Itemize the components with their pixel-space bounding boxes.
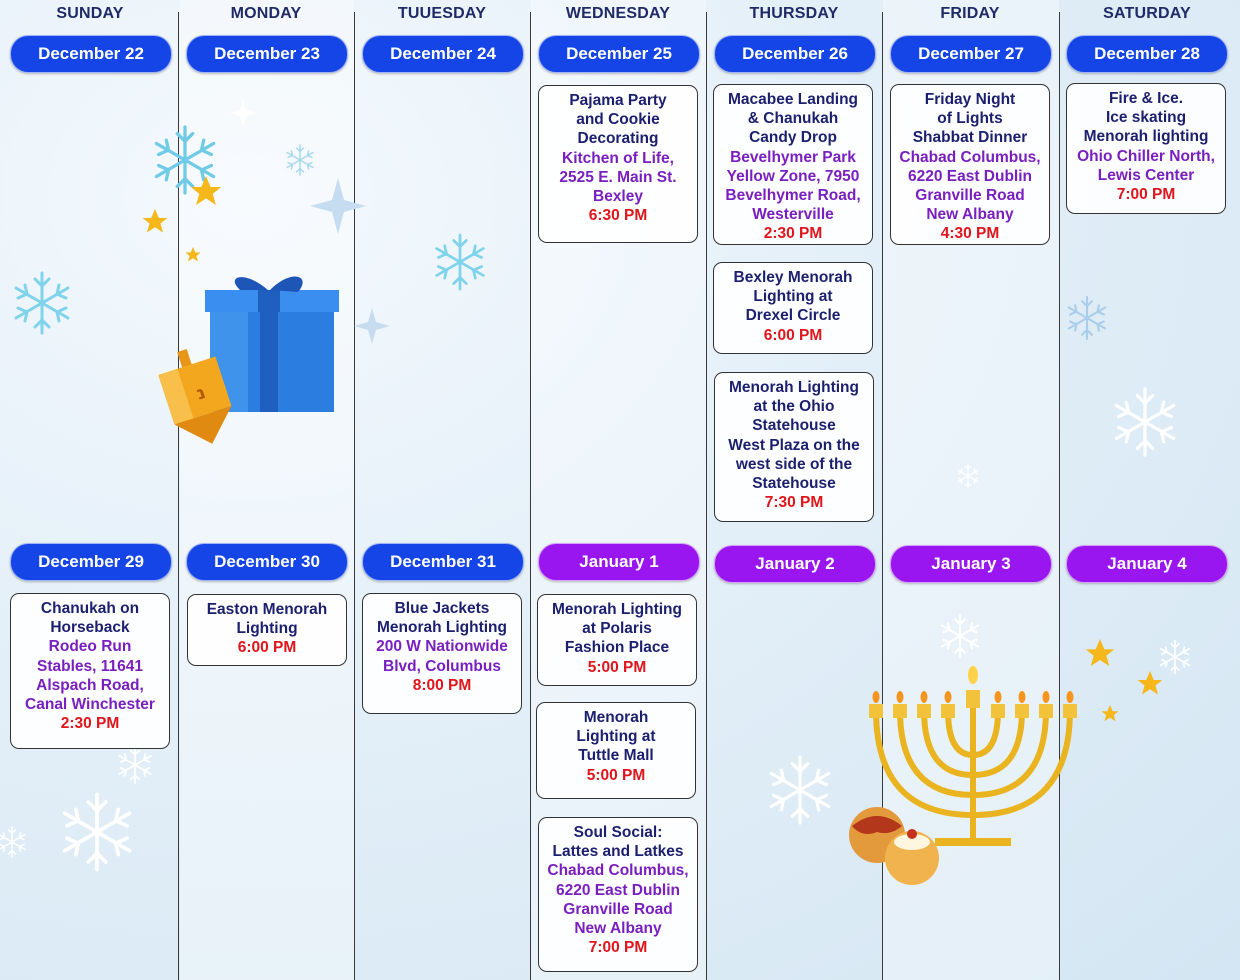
star-icon bbox=[191, 176, 221, 205]
day-header-wednesday: WEDNESDAY bbox=[565, 5, 671, 22]
event-title-line: Blue Jackets bbox=[394, 600, 490, 617]
snowflake-icon bbox=[437, 235, 484, 289]
event-time: 6:00 PM bbox=[237, 639, 297, 657]
event-title-line: Horseback bbox=[50, 619, 130, 637]
event-location-line: Granville Road bbox=[563, 900, 673, 918]
day-header-monday: MONDAY bbox=[230, 5, 302, 22]
day-header-sunday: SUNDAY bbox=[56, 5, 124, 22]
date-pill-dec24: December 24 bbox=[362, 35, 524, 73]
event-time: 7:00 PM bbox=[588, 939, 648, 957]
event-title-line: Soul Social: bbox=[573, 824, 663, 841]
event-title-line: Lighting at bbox=[753, 288, 833, 306]
event-title-line: Lighting at bbox=[576, 728, 656, 746]
event-time: 2:30 PM bbox=[763, 225, 823, 243]
event-title-line: Menorah Lighting bbox=[376, 619, 507, 637]
event-location-line: Bevelhymer Park bbox=[730, 148, 856, 166]
event-title-line: Candy Drop bbox=[749, 129, 837, 147]
event-title-line: Fashion Place bbox=[564, 639, 670, 657]
snowflake-icon bbox=[16, 273, 68, 333]
event-title-line: Menorah Lighting bbox=[728, 379, 859, 396]
day-header-thursday: THURSDAY bbox=[749, 5, 839, 22]
day-header-friday: FRIDAY bbox=[940, 5, 1000, 22]
date-pill-dec31: December 31 bbox=[362, 543, 524, 581]
star-icon bbox=[143, 209, 168, 233]
svg-text:נ: נ bbox=[193, 381, 209, 405]
event-location-line: Kitchen of Life, bbox=[562, 149, 674, 167]
snowflake-icon bbox=[0, 827, 25, 857]
event-location-line: Chabad Columbus, bbox=[899, 148, 1041, 166]
event-title-line: Drexel Circle bbox=[745, 307, 841, 325]
event-title-line: Chanukah on bbox=[40, 600, 140, 617]
event-location-line: Westerville bbox=[752, 206, 834, 224]
event-title-line: Easton Menorah bbox=[206, 601, 328, 618]
event-title-line: & Chanukah bbox=[747, 110, 839, 128]
event-time: 6:00 PM bbox=[763, 326, 823, 344]
event-card bbox=[187, 594, 347, 666]
snowflake-icon bbox=[119, 747, 150, 783]
event-location-line: Alspach Road, bbox=[36, 676, 144, 694]
star-icon bbox=[185, 247, 200, 261]
date-pill-dec25: December 25 bbox=[538, 35, 700, 73]
date-pill-dec29: December 29 bbox=[10, 543, 172, 581]
snowflake-icon bbox=[1161, 641, 1190, 674]
event-card bbox=[362, 593, 522, 714]
snowflake-icon bbox=[958, 464, 979, 488]
sufganiyah-icon bbox=[849, 807, 939, 885]
snowflake-icon bbox=[65, 795, 130, 870]
event-location-line: 200 W Nationwide bbox=[376, 638, 508, 656]
event-time: 2:30 PM bbox=[60, 715, 120, 733]
event-title-line: Pajama Party bbox=[569, 92, 667, 109]
event-card bbox=[713, 84, 873, 245]
sparkle-icon bbox=[354, 308, 390, 344]
event-title-line: Friday Night bbox=[924, 91, 1016, 108]
event-card bbox=[713, 262, 873, 354]
date-pill-jan2: January 2 bbox=[714, 545, 876, 583]
event-location-line: Stables, 11641 bbox=[37, 657, 143, 675]
event-card bbox=[536, 702, 696, 799]
event-time: 7:00 PM bbox=[1116, 186, 1176, 204]
event-card bbox=[10, 593, 170, 749]
sparkle-icon bbox=[310, 178, 366, 234]
event-location-line: New Albany bbox=[926, 206, 1014, 224]
event-title-line: Fire & Ice. bbox=[1108, 90, 1184, 107]
snowflake-icon bbox=[287, 145, 313, 175]
event-location-line: Canal Winchester bbox=[25, 696, 155, 714]
event-title-line: Macabee Landing bbox=[727, 91, 859, 108]
event-title-line: Menorah Lighting bbox=[551, 601, 682, 618]
snowflake-icon bbox=[1069, 297, 1105, 339]
event-title-line: Decorating bbox=[577, 130, 659, 148]
date-pill-jan1: January 1 bbox=[538, 543, 700, 581]
date-pill-jan3: January 3 bbox=[890, 545, 1052, 583]
event-time: 6:30 PM bbox=[588, 207, 648, 225]
star-icon bbox=[1086, 639, 1115, 666]
event-title-line: Lighting bbox=[236, 620, 298, 638]
date-pill-dec27: December 27 bbox=[890, 35, 1052, 73]
snowflake-icon bbox=[771, 757, 828, 823]
day-header-saturday: SATURDAY bbox=[1103, 5, 1191, 22]
event-location-line: Granville Road bbox=[915, 187, 1025, 205]
snowflake-icon bbox=[1116, 389, 1173, 455]
event-location-line: Lewis Center bbox=[1097, 166, 1195, 184]
star-icon bbox=[1101, 705, 1118, 721]
event-title-line: Ice skating bbox=[1105, 109, 1187, 127]
day-header-tuesday: TUUESDAY bbox=[397, 5, 487, 22]
date-pill-jan4: January 4 bbox=[1066, 545, 1228, 583]
event-card bbox=[1066, 83, 1226, 214]
event-title-line: Lattes and Latkes bbox=[552, 843, 684, 861]
star-icon bbox=[1138, 671, 1163, 695]
snowflake-icon bbox=[942, 615, 978, 657]
event-title-line: at Polaris bbox=[582, 620, 652, 638]
event-title-line: Shabbat Dinner bbox=[912, 129, 1028, 147]
event-time: 8:00 PM bbox=[412, 676, 472, 694]
event-title-line: and Cookie bbox=[576, 111, 660, 129]
event-location-line: Ohio Chiller North, bbox=[1077, 147, 1215, 165]
event-time: 4:30 PM bbox=[940, 225, 1000, 243]
date-pill-dec30: December 30 bbox=[186, 543, 348, 581]
event-title-line: of Lights bbox=[937, 110, 1003, 128]
event-title-line: Tuttle Mall bbox=[578, 747, 654, 765]
event-title-line: Statehouse bbox=[752, 475, 836, 493]
event-card bbox=[890, 84, 1050, 245]
event-time: 7:30 PM bbox=[764, 494, 824, 512]
event-location-line: Blvd, Columbus bbox=[383, 657, 501, 675]
event-time: 5:00 PM bbox=[587, 658, 647, 676]
event-location-line: Chabad Columbus, bbox=[547, 862, 689, 880]
menorah-icon bbox=[876, 700, 1070, 842]
event-location-line: Rodeo Run bbox=[48, 638, 132, 656]
event-title-line: at the Ohio bbox=[753, 398, 835, 416]
event-location-line: New Albany bbox=[574, 920, 662, 938]
date-pill-dec22: December 22 bbox=[10, 35, 172, 73]
event-title-line: Menorah bbox=[583, 709, 649, 726]
event-card bbox=[537, 594, 697, 686]
event-card bbox=[538, 817, 698, 972]
event-location-line: 6220 East Dublin bbox=[555, 881, 681, 899]
event-location-line: Yellow Zone, 7950 bbox=[726, 167, 860, 185]
event-time: 5:00 PM bbox=[586, 766, 646, 784]
event-location-line: 6220 East Dublin bbox=[907, 167, 1033, 185]
event-title-line: Bexley Menorah bbox=[733, 269, 853, 286]
date-pill-dec26: December 26 bbox=[714, 35, 876, 73]
sparkle-icon bbox=[230, 100, 256, 126]
event-card bbox=[714, 372, 874, 522]
date-pill-dec23: December 23 bbox=[186, 35, 348, 73]
event-title-line: Statehouse bbox=[752, 417, 836, 435]
event-card bbox=[538, 85, 698, 243]
event-location-line: 2525 E. Main St. bbox=[559, 168, 677, 186]
event-location-line: Bexley bbox=[593, 188, 643, 206]
date-pill-dec28: December 28 bbox=[1066, 35, 1228, 73]
event-location-line: Bevelhymer Road, bbox=[725, 187, 861, 205]
event-title-line: Menorah lighting bbox=[1083, 128, 1209, 146]
event-title-line: west side of the bbox=[735, 455, 853, 473]
event-title-line: West Plaza on the bbox=[728, 436, 860, 454]
